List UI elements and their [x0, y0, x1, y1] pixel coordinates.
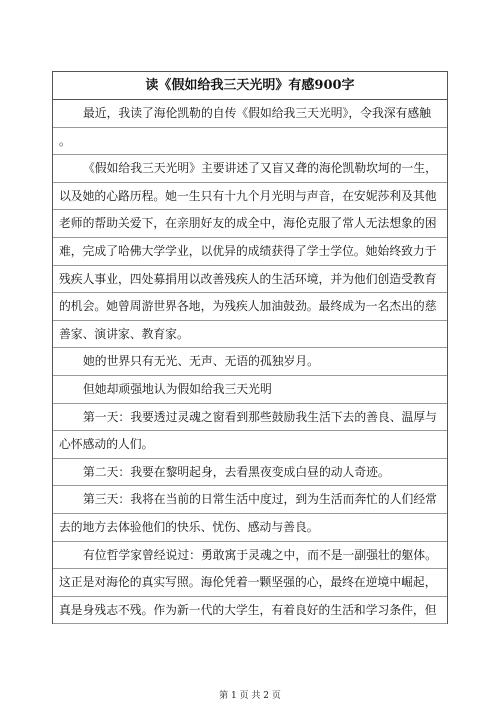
paragraph [53, 348, 447, 376]
essay-sheet [52, 71, 448, 624]
page-footer: 第 1 页 共 2 页 [219, 691, 281, 701]
text-line: 老师的帮助关爱下，在亲朋好友的成全中，海伦克服了常人无法想象的困 [53, 210, 447, 238]
paragraph [53, 542, 447, 625]
paragraph [53, 155, 447, 348]
essay-body [53, 100, 447, 624]
paragraph [53, 486, 447, 541]
text-line: 她的世界只有无光、无声、无语的孤独岁月。 [53, 348, 447, 376]
paragraph [53, 404, 447, 459]
text-line: 难，完成了哈佛大学学业，以优异的成绩获得了学士学位。她始终致力于 [53, 238, 447, 266]
text-line: 但她却顽强地认为假如给我三天光明 [53, 376, 447, 404]
paragraph [53, 100, 447, 155]
text-line: 最近，我读了海伦凯勒的自传《假如给我三天光明》，令我深有感触 [53, 100, 447, 128]
essay-title: 读《假如给我三天光明》有感900字 [53, 72, 447, 100]
text-line: 这正是对海伦的真实写照。海伦凭着一颗坚强的心，最终在逆境中崛起， [53, 569, 447, 597]
paragraph [53, 459, 447, 487]
paragraph [53, 376, 447, 404]
text-line: 。 [53, 128, 447, 156]
text-line: 《假如给我三天光明》主要讲述了又盲又聋的海伦凯勒坎坷的一生， [53, 155, 447, 183]
text-line: 以及她的心路历程。她一生只有十九个月光明与声音，在安妮莎利及其他 [53, 183, 447, 211]
text-line: 的机会。她曾周游世界各地，为残疾人加油鼓劲。最终成为一名杰出的慈 [53, 293, 447, 321]
text-line: 善家、演讲家、教育家。 [53, 321, 447, 349]
text-line: 去的地方去体验他们的快乐、忧伤、感动与善良。 [53, 514, 447, 542]
text-line: 有位哲学家曾经说过：勇敢寓于灵魂之中，而不是一副强壮的躯体。 [53, 542, 447, 570]
text-line: 残疾人事业，四处募捐用以改善残疾人的生活环境，并为他们创造受教育 [53, 266, 447, 294]
text-line: 第三天：我将在当前的日常生活中度过，到为生活而奔忙的人们经常 [53, 486, 447, 514]
text-line: 心怀感动的人们。 [53, 431, 447, 459]
text-line: 真是身残志不残。作为新一代的大学生，有着良好的生活和学习条件，但 [53, 597, 447, 625]
text-line: 第一天：我要透过灵魂之窗看到那些鼓励我生活下去的善良、温厚与 [53, 404, 447, 432]
text-line: 第二天：我要在黎明起身，去看黑夜变成白昼的动人奇迹。 [53, 459, 447, 487]
